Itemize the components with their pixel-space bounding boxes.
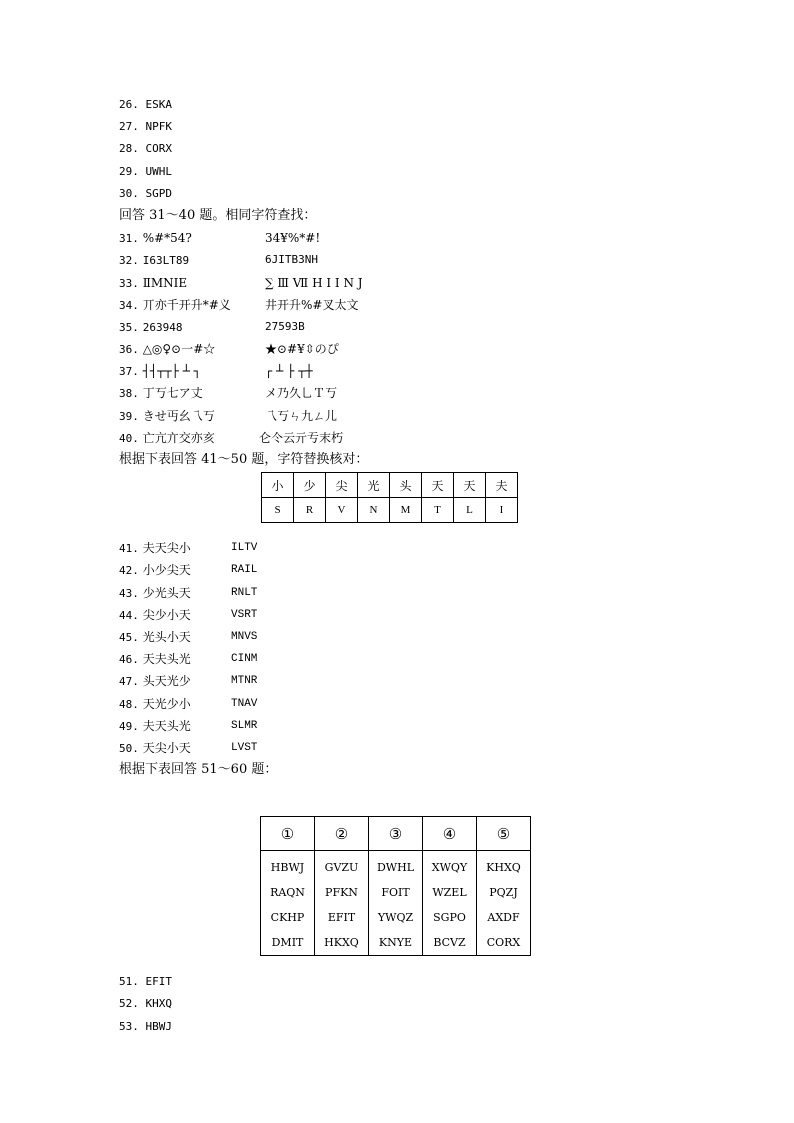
table-cell: 夫 — [486, 473, 518, 498]
table-cell: S — [262, 498, 294, 523]
items-31-40 — [119, 227, 719, 449]
table-row — [261, 851, 531, 956]
list-item: 44. 尖少小天 VSRT — [119, 607, 258, 622]
table-cell: M — [390, 498, 422, 523]
list-item: 26. ESKA — [119, 98, 172, 111]
code: FOIT — [381, 886, 410, 899]
table-cell: 天 — [454, 473, 486, 498]
table-cell: 小 — [262, 473, 294, 498]
code: YWQZ — [377, 911, 414, 924]
code: SGPO — [433, 911, 466, 924]
code: XWQY — [431, 861, 468, 874]
code: HKXQ — [324, 936, 359, 949]
table-cell — [477, 851, 531, 956]
list-item: 29. UWHL — [119, 164, 172, 178]
table-cell — [369, 851, 423, 956]
list-item: 30. SGPD — [119, 186, 172, 200]
list-item: 53. HBWJ — [119, 1019, 172, 1033]
table-header-row — [261, 817, 531, 851]
list-item: 40. 亡亢亣交亦亥 仑仒云亓亐末朽 — [119, 430, 344, 445]
list-item: 28. CORX — [119, 142, 172, 156]
table-cell: I — [486, 498, 518, 523]
table-cell: L — [454, 498, 486, 523]
table-cell — [261, 851, 315, 956]
table-cell — [423, 851, 477, 956]
list-item: 33. ⅡMNIE ∑ Ⅲ Ⅶ H I Ⅰ N J — [119, 275, 363, 290]
column-header: ④ — [423, 817, 477, 851]
code: CORX — [486, 936, 521, 949]
table-cell: 少 — [294, 473, 326, 498]
list-item: 37. ┤┤┬┬├ ┴ ┐ ┌ ┴ ├ ┬┼ — [119, 364, 313, 379]
code: DMIT — [271, 936, 304, 949]
table-cell: R — [294, 498, 326, 523]
list-item: 48. 天光少小 TNAV — [119, 696, 258, 711]
code: RAQN — [270, 886, 305, 899]
list-item: 45. 光头小天 MNVS — [119, 629, 258, 644]
list-item: 49. 夫天头光 SLMR — [119, 718, 258, 733]
list-item: 35. 263948 27593B — [119, 319, 305, 334]
list-item: 27. NPFK — [119, 120, 172, 134]
code: KHXQ — [486, 861, 521, 874]
code: AXDF — [487, 911, 520, 924]
code: PFKN — [325, 886, 358, 899]
section-heading: 根据下表回答 51～60 题： — [119, 762, 278, 778]
list-item: 34. 丌亦千开升*#义 井开升%#叉太文 — [119, 297, 359, 312]
list-item: 31. %#*54? 34¥%*#! — [119, 231, 321, 246]
section-heading: 根据下表回答 41～50 题，字符替换核对： — [119, 452, 369, 467]
items-51-53 — [119, 971, 719, 1038]
code: KNYE — [378, 936, 413, 949]
list-item: 42. 小少尖天 RAIL — [119, 563, 258, 578]
list-item: 36. △◎♀⊙一#☆ ★⊙#¥⇳のぴ — [119, 342, 339, 357]
list-item: 39. きせ丏幺乁丂 乁丂ㄣ九ㄥ儿 — [119, 408, 338, 423]
column-header: ① — [261, 817, 315, 851]
table-cell: T — [422, 498, 454, 523]
code: WZEL — [432, 886, 467, 899]
list-item: 32. I63LT89 6JITB3NH — [119, 253, 318, 268]
list-item: 52. KHXQ — [119, 997, 172, 1011]
code: PQZJ — [489, 886, 518, 899]
code: HBWJ — [270, 861, 305, 874]
list-item: 41. 夫天尖小 ILTV — [119, 541, 258, 556]
code: DWHL — [376, 861, 415, 874]
table-cell: V — [326, 498, 358, 523]
groups-table — [260, 816, 531, 956]
table-cell: 尖 — [326, 473, 358, 498]
code: EFIT — [327, 911, 356, 924]
items-41-50 — [119, 537, 719, 759]
list-item: 46. 天夫头光 CINM — [119, 652, 258, 667]
section-heading: 回答 31～40 题。相同字符查找： — [119, 207, 317, 223]
table-cell: N — [358, 498, 390, 523]
code: GVZU — [324, 861, 359, 874]
table-row — [262, 498, 518, 523]
items-26-30 — [119, 94, 719, 205]
list-item: 38. 丁丂七ア丈 メ乃久乚Ｔ丂 — [119, 386, 338, 401]
substitution-table — [261, 472, 518, 523]
list-item: 47. 头天光少 MTNR — [119, 674, 258, 689]
column-header: ③ — [369, 817, 423, 851]
table-cell: 天 — [422, 473, 454, 498]
code: BCVZ — [433, 936, 466, 949]
table-cell — [315, 851, 369, 956]
table-row — [262, 473, 518, 498]
list-item: 50. 天尖小天 LVST — [119, 740, 258, 755]
list-item: 51. EFIT — [119, 975, 172, 989]
table-cell: 光 — [358, 473, 390, 498]
column-header: ② — [315, 817, 369, 851]
column-header: ⑤ — [477, 817, 531, 851]
code: CKHP — [270, 911, 305, 924]
list-item: 43. 少光头天 RNLT — [119, 585, 258, 600]
table-cell: 头 — [390, 473, 422, 498]
